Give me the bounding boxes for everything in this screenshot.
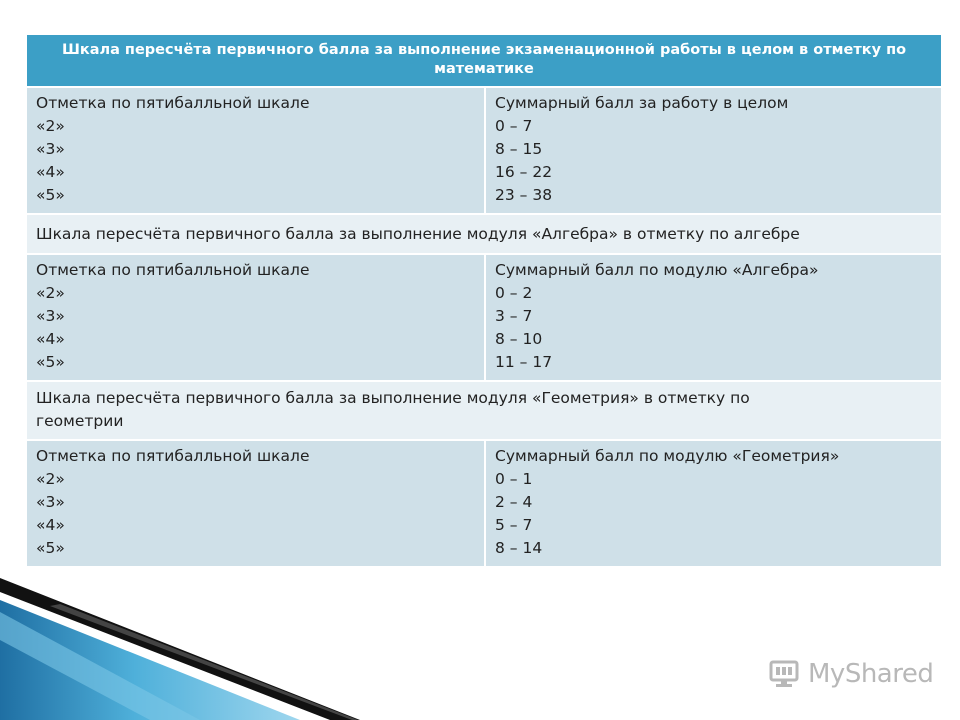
scale-row-geometry <box>27 441 941 568</box>
grade-value: «5» <box>36 186 65 204</box>
geometry-scale-title <box>27 382 941 441</box>
score-range: 3 – 7 <box>495 307 533 325</box>
grade-column-cell <box>27 255 484 382</box>
score-range: 2 – 4 <box>495 493 533 511</box>
score-range: 11 – 17 <box>495 353 553 371</box>
grade-value: «3» <box>36 493 65 511</box>
grade-value: «2» <box>36 117 65 135</box>
grade-value: «2» <box>36 284 65 302</box>
header-row <box>27 35 941 88</box>
score-range: 8 – 14 <box>495 539 543 557</box>
grade-value: «5» <box>36 353 65 371</box>
grade-value: «3» <box>36 307 65 325</box>
score-range: 16 – 22 <box>495 163 553 181</box>
grade-column-cell <box>27 88 484 215</box>
score-range: 0 – 7 <box>495 117 533 135</box>
grade-value: «2» <box>36 470 65 488</box>
score-column-cell <box>484 88 941 215</box>
grade-column-heading: Отметка по пятибалльной шкале <box>36 94 310 112</box>
score-column-heading: Суммарный балл за работу в целом <box>495 94 789 112</box>
monitor-icon <box>768 658 802 690</box>
geometry-title-line: Шкала пересчёта первичного балла за выполнение модуля «Геометрия» в отметку по <box>36 389 750 407</box>
score-conversion-table <box>27 35 941 568</box>
scale-row-total <box>27 88 941 215</box>
geometry-title-row <box>27 382 941 441</box>
score-column-heading: Суммарный балл по модулю «Алгебра» <box>495 261 819 279</box>
grade-value: «4» <box>36 516 65 534</box>
score-range: 8 – 10 <box>495 330 543 348</box>
score-column-heading: Суммарный балл по модулю «Геометрия» <box>495 447 840 465</box>
watermark-text: MyShared <box>808 659 934 689</box>
grade-column-heading: Отметка по пятибалльной шкале <box>36 447 310 465</box>
grade-value: «4» <box>36 163 65 181</box>
algebra-title-row <box>27 215 941 255</box>
geometry-title-line: геометрии <box>36 412 124 430</box>
scale-row-algebra <box>27 255 941 382</box>
score-range: 23 – 38 <box>495 186 553 204</box>
score-range: 8 – 15 <box>495 140 543 158</box>
grade-column-cell <box>27 441 484 568</box>
score-column-cell <box>484 441 941 568</box>
grade-value: «5» <box>36 539 65 557</box>
score-range: 0 – 1 <box>495 470 533 488</box>
algebra-scale-title: Шкала пересчёта первичного балла за выполнение модуля «Алгебра» в отметку по алгебре <box>27 215 941 255</box>
myshared-watermark <box>768 657 933 691</box>
grade-column-heading: Отметка по пятибалльной шкале <box>36 261 310 279</box>
grade-value: «3» <box>36 140 65 158</box>
table-header-title: Шкала пересчёта первичного балла за выполнение экзаменационной работы в целом в отметку по математике <box>27 35 941 88</box>
score-range: 0 – 2 <box>495 284 533 302</box>
score-range: 5 – 7 <box>495 516 533 534</box>
grade-value: «4» <box>36 330 65 348</box>
score-column-cell <box>484 255 941 382</box>
